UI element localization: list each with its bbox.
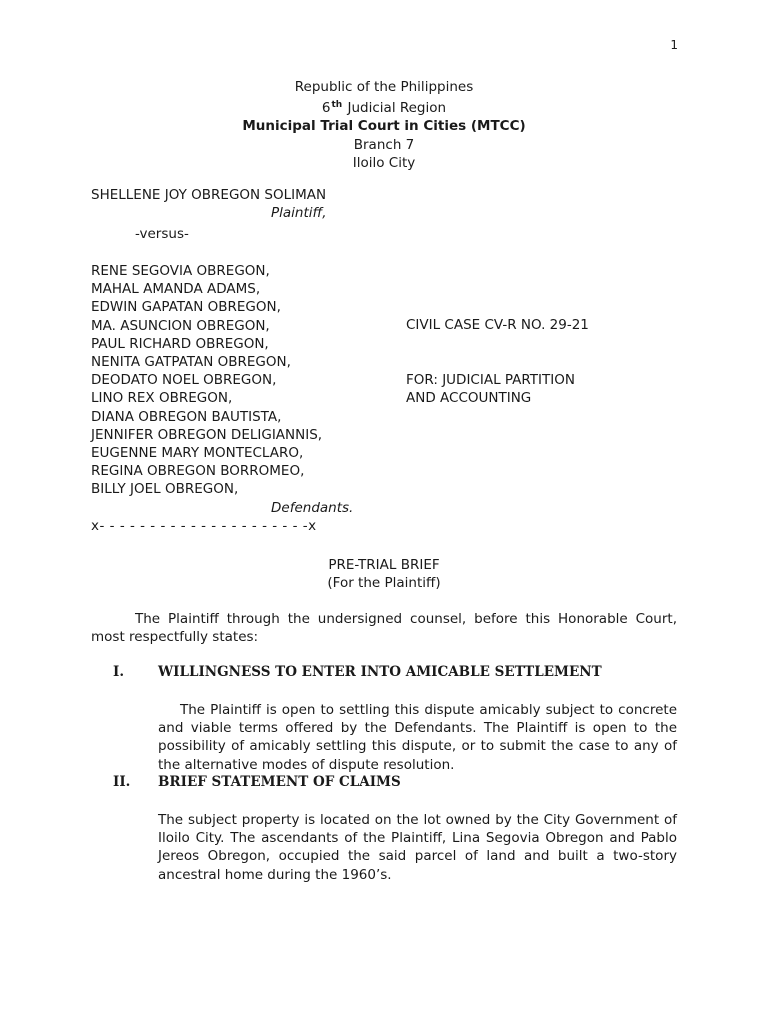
section-title: BRIEF STATEMENT OF CLAIMS [158,774,401,790]
title-sub: (For the Plaintiff) [327,575,441,591]
region-line [0,96,768,117]
region-suffix: th [331,100,343,111]
caption-separator: x- - - - - - - - - - - - - - - - - - - - -x [91,518,317,534]
defendant-name: EUGENNE MARY MONTECLARO, [91,445,304,462]
section-number: II. [113,774,131,790]
section-body: The subject property is located on the lot owned by the City Government of Iloilo City. The ascendants of the Plaintiff, Lina Segovia Obregon and Pablo Jereos Obregon, occupied the said parcel of land and built a two-story ancestral home during the 1960’s. [158,812,677,883]
plaintiff-name: SHELLENE JOY OBREGON SOLIMAN [91,187,327,203]
case-nature [406,371,575,407]
case-number: CIVIL CASE CV-R NO. 29-21 [406,317,589,333]
court-name: Municipal Trial Court in Cities (MTCC) [242,118,526,135]
section-title: WILLINGNESS TO ENTER INTO AMICABLE SETTLEMENT [158,664,602,680]
defendant-name: REGINA OBREGON BORROMEO, [91,463,305,480]
defendant-name: EDWIN GAPATAN OBREGON, [91,299,281,316]
defendant-name: BILLY JOEL OBREGON, [91,481,239,498]
versus-label: -versus- [135,226,189,242]
section-number: I. [113,664,125,680]
page-number: 1 [670,38,678,52]
defendant-name: JENNIFER OBREGON DELIGIANNIS, [91,426,323,443]
region-text: Judicial Region [343,100,447,117]
section-body: The Plaintiff is open to settling this dispute amicably subject to concrete and viable terms offered by the Defendants. The Plaintiff is open to the possibility of amicably settling this dispute, or to submit the case to any of the alternative modes of dispute resolution. [158,702,677,773]
intro-paragraph: The Plaintiff through the undersigned counsel, before this Honorable Court, most respectfully states: [91,611,677,646]
document-title [0,556,768,592]
court-header [0,78,768,172]
defendant-name: NENITA GATPATAN OBREGON, [91,354,291,371]
title-main: PRE-TRIAL BRIEF [328,557,440,573]
defendant-name: PAUL RICHARD OBREGON, [91,335,269,352]
defendant-name: DIANA OBREGON BAUTISTA, [91,408,282,425]
republic-line: Republic of the Philippines [294,79,474,95]
case-nature-line: AND ACCOUNTING [406,390,532,407]
defendant-name: LINO REX OBREGON, [91,390,233,407]
defendant-name: RENE SEGOVIA OBREGON, [91,263,270,279]
defendant-name: MAHAL AMANDA ADAMS, [91,281,261,298]
case-nature-line: FOR: JUDICIAL PARTITION [406,372,575,388]
region-number: 6 [321,100,331,117]
defendants-role: Defendants. [271,500,354,516]
city-line: Iloilo City [352,154,416,171]
defendants-list [91,262,322,499]
branch-line: Branch 7 [353,136,415,153]
defendant-name: DEODATO NOEL OBREGON, [91,372,277,389]
plaintiff-role: Plaintiff, [271,205,327,221]
defendant-name: MA. ASUNCION OBREGON, [91,317,270,334]
